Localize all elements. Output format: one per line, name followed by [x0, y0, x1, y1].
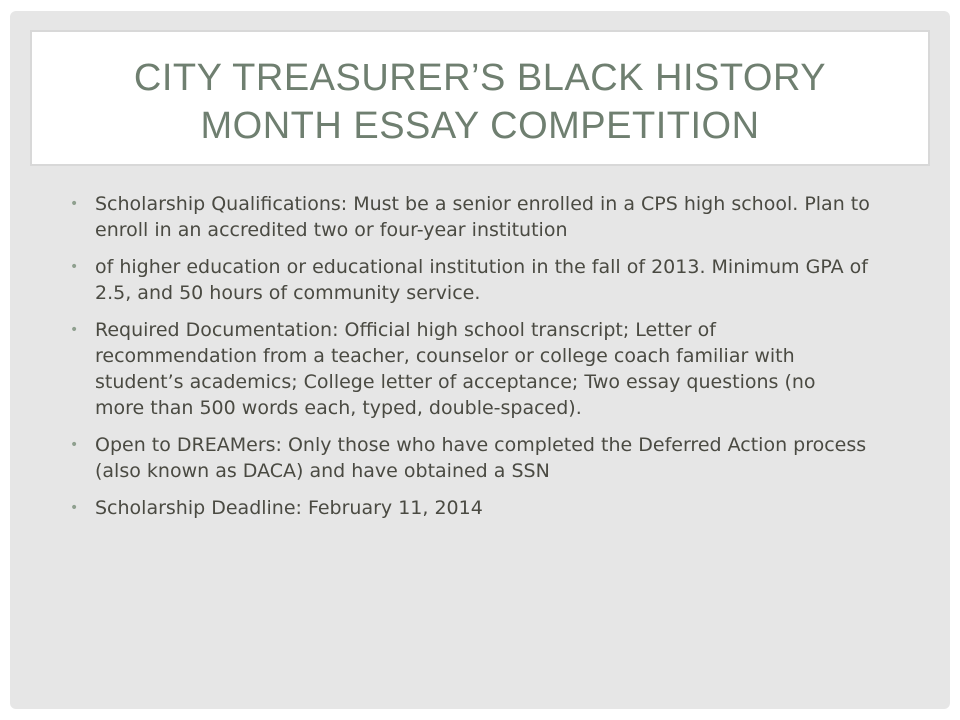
slide-title: [32, 54, 928, 150]
bullet-item-documentation: [70, 317, 870, 421]
bullet-item-education: [70, 254, 870, 306]
bullet-icon: •: [70, 196, 79, 212]
title-box: [30, 30, 930, 166]
bullet-text: Scholarship Qualifications: Must be a senior enrolled in a CPS high school. Plan to enroll in an accredited two or four-year institution: [95, 193, 870, 241]
bullet-item-dreamers: [70, 432, 870, 484]
bullet-item-deadline: [70, 495, 870, 521]
bullet-text: Required Documentation: Official high school transcript; Letter of recommendation from a teacher, counselor or college coach familiar with student’s academics; College letter of acceptance; Two essay questions (no more than 500 words each, typed, double-spaced).: [95, 319, 816, 419]
title-line-2: MONTH ESSAY COMPETITION: [200, 105, 760, 147]
bullet-icon: •: [70, 322, 79, 338]
bullet-text: Scholarship Deadline: February 11, 2014: [95, 497, 483, 519]
bullet-icon: •: [70, 259, 79, 275]
bullet-list: [70, 191, 870, 532]
slide: [10, 11, 950, 709]
bullet-icon: •: [70, 437, 79, 453]
bullet-item-qualifications: [70, 191, 870, 243]
title-line-1: CITY TREASURER’S BLACK HISTORY: [133, 57, 827, 99]
bullet-text: Open to DREAMers: Only those who have completed the Deferred Action process (also known as DACA) and have obtained a SSN: [95, 434, 867, 482]
bullet-text: of higher education or educational institution in the fall of 2013. Minimum GPA of 2.5, and 50 hours of community service.: [95, 256, 868, 304]
bullet-icon: •: [70, 500, 79, 516]
